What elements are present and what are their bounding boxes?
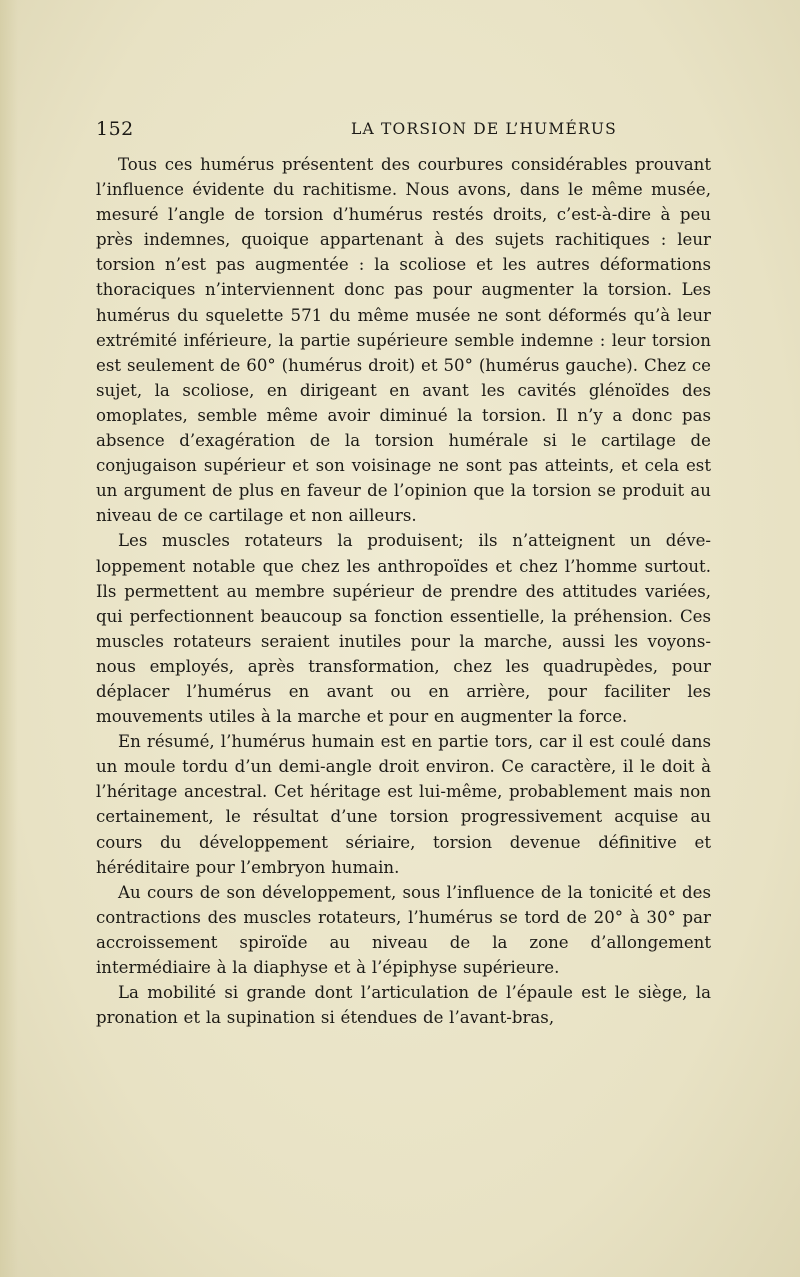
paragraph: La mobilité si grande dont l’articulation de l’épaule est le siège, la pronation et la supination si étendues de l’avant-bras,	[96, 983, 711, 1028]
page-edge-shadow	[0, 0, 18, 1277]
body-text	[96, 152, 711, 1030]
page-number: 152	[96, 118, 134, 140]
paragraph: Au cours de son développement, sous l’influence de la tonicité et des contractions des muscles rotateurs, l’humérus se tord de 20° à 30° par accroissement spiroïde au niveau de la zone d’allongement intermédiaire à la diaphyse et à l’épiphyse supérieure.	[96, 882, 711, 977]
paragraph: En résumé, l’humérus humain est en partie tors, car il est coulé dans un moule tordu d’un demi-angle droit environ. Ce caractère, il le doit à l’héritage ancestral. Cet héritage est lui-même, probablement mais non certainement, le résultat d’une torsion progressivement acquise au cours du développement sériaire, torsion devenue définitive et héréditaire pour l’embryon humain.	[96, 732, 711, 877]
running-title: LA TORSION DE L’HUMÉRUS	[351, 120, 617, 138]
paragraph: Les muscles rotateurs la produisent; ils n’atteignent un développement notable que chez les anthropoïdes et chez l’homme surtout. Ils permettent au membre supérieur de prendre des attitudes variées, qui perfectionnent beaucoup sa fonction essentielle, la préhension. Ces muscles rotateurs seraient inutiles pour la marche, aussi les voyons-nous employés, après transformation, chez les quadrupèdes, pour déplacer l’humérus en avant ou en arrière, pour faciliter les mouvements utiles à la marche et pour en augmenter la force.	[96, 531, 711, 727]
paragraph: Tous ces humérus présentent des courbures considérables prouvant l’influence évidente du rachitisme. Nous avons, dans le même musée, mesuré l’angle de torsion d’humérus restés droits, c’est-à-dire à peu près indemnes, quoique appartenant à des sujets rachitiques : leur torsion n’est pas augmentée : la scoliose et les autres déformations thoraciques n’interviennent donc pas pour augmenter la torsion. Les humérus du squelette 571 du même musée ne sont déformés qu’à leur extrémité inférieure, la partie supérieure semble indemne : leur torsion est seulement de 60° (humérus droit) et 50° (humérus gauche). Chez ce sujet, la scoliose, en dirigeant en avant les cavités glénoïdes des omoplates, semble même avoir diminué la torsion. Il n’y a donc pas absence d’exagération de la torsion humérale si le cartilage de conjugaison supérieur et son voisinage ne sont pas atteints, et cela est un argument de plus en faveur de l’opinion que la torsion se produit au niveau de ce cartilage et non ailleurs.	[96, 155, 711, 526]
page-header	[96, 118, 706, 142]
